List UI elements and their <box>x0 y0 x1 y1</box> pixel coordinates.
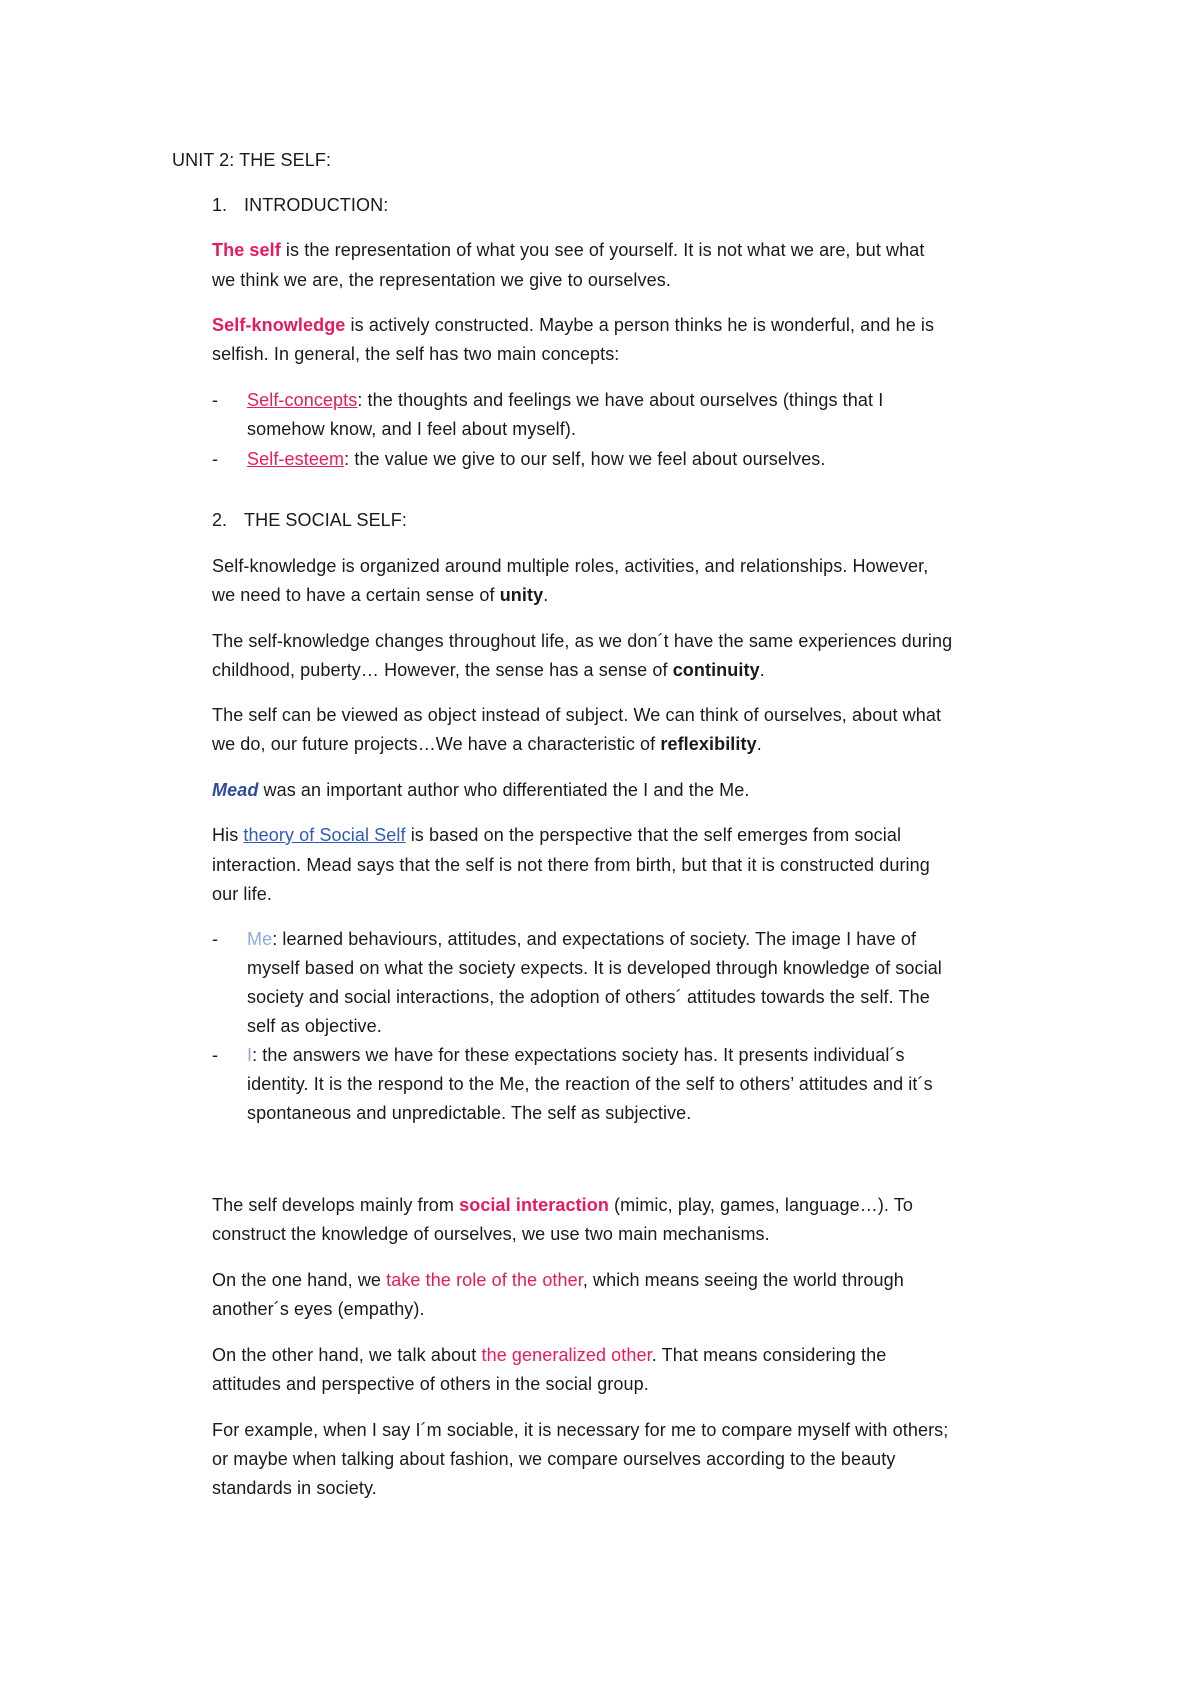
bullet-self-esteem-line-1 <box>247 448 826 470</box>
text-span: On the other hand, we talk about <box>212 1345 482 1365</box>
term-the-generalized-other: the generalized other <box>481 1345 652 1365</box>
social-paragraph-6-line-1 <box>212 1194 913 1216</box>
term-reflexibility: reflexibility <box>660 734 757 754</box>
social-paragraph-5-line-3: our life. <box>212 884 272 904</box>
text-span: : the answers we have for these expectations society has. It presents individual´s <box>252 1045 905 1065</box>
term-the-self: The self <box>212 240 281 260</box>
intro-paragraph-2-line-2: selfish. In general, the self has two main concepts: <box>212 344 620 364</box>
text-span: On the one hand, we <box>212 1270 387 1290</box>
section-1-heading: INTRODUCTION: <box>244 195 389 215</box>
social-paragraph-1-line-2 <box>212 584 548 606</box>
term-me: Me <box>247 929 273 949</box>
social-paragraph-5-line-1 <box>212 824 901 846</box>
intro-paragraph-1-line-1 <box>212 239 924 261</box>
text-span: , which means seeing the world through <box>582 1270 904 1290</box>
bullet-dash: - <box>212 449 218 469</box>
text-span: we do, our future projects…We have a characteristic of <box>212 734 661 754</box>
social-paragraph-8-line-1 <box>212 1344 886 1366</box>
text-span: is actively constructed. Maybe a person thinks he is wonderful, and he is <box>345 315 935 335</box>
text-span: . <box>759 660 765 680</box>
term-self-esteem: Self-esteem <box>247 449 345 469</box>
section-2-heading: THE SOCIAL SELF: <box>244 510 407 530</box>
social-paragraph-3-line-2 <box>212 733 762 755</box>
social-paragraph-7-line-1 <box>212 1269 904 1291</box>
social-paragraph-7-line-2: another´s eyes (empathy). <box>212 1299 425 1319</box>
text-span: we need to have a certain sense of <box>212 585 500 605</box>
social-paragraph-9-line-1: For example, when I say I´m sociable, it is necessary for me to compare myself with others; <box>212 1420 949 1440</box>
bullet-i-line-2: identity. It is the respond to the Me, the reaction of the self to others’ attitudes and it´s <box>247 1074 933 1094</box>
social-paragraph-5-line-2: interaction. Mead says that the self is not there from birth, but that it is constructed during <box>212 855 930 875</box>
text-span: childhood, puberty… However, the sense has a sense of <box>212 660 673 680</box>
term-self-concepts: Self-concepts <box>247 390 358 410</box>
document-title: UNIT 2: THE SELF: <box>172 150 332 170</box>
bullet-dash: - <box>212 929 218 949</box>
bullet-dash: - <box>212 390 218 410</box>
term-i: I <box>247 1045 253 1065</box>
bullet-self-concepts-line-1 <box>247 389 883 411</box>
social-paragraph-2-line-1: The self-knowledge changes throughout life, as we don´t have the same experiences during <box>212 631 953 651</box>
social-paragraph-1-line-1: Self-knowledge is organized around multiple roles, activities, and relationships. However, <box>212 556 929 576</box>
bullet-me-line-3: society and social interactions, the adoption of others´ attitudes towards the self. The <box>247 987 930 1007</box>
social-paragraph-9-line-2: or maybe when talking about fashion, we compare ourselves according to the beauty <box>212 1449 896 1469</box>
bullet-self-concepts-line-2: somehow know, and I feel about myself). <box>247 419 577 439</box>
intro-paragraph-1-line-2: we think we are, the representation we give to ourselves. <box>212 270 671 290</box>
author-mead: Mead <box>212 780 259 800</box>
social-paragraph-8-line-2: attitudes and perspective of others in the social group. <box>212 1374 649 1394</box>
text-span: : learned behaviours, attitudes, and expectations of society. The image I have of <box>272 929 917 949</box>
term-social-interaction: social interaction <box>459 1195 609 1215</box>
term-unity: unity <box>499 585 544 605</box>
social-paragraph-4 <box>212 779 749 801</box>
text-span: His <box>212 825 244 845</box>
text-span: : the value we give to our self, how we feel about ourselves. <box>344 449 826 469</box>
bullet-i-line-3: spontaneous and unpredictable. The self as subjective. <box>247 1103 692 1123</box>
text-span: (mimic, play, games, language…). To <box>608 1195 914 1215</box>
link-theory-of-social-self[interactable]: theory of Social Self <box>243 825 406 845</box>
section-2-number: 2. <box>212 510 228 530</box>
intro-paragraph-2-line-1 <box>212 314 934 336</box>
text-span: is based on the perspective that the self emerges from social <box>405 825 902 845</box>
term-continuity: continuity <box>672 660 760 680</box>
bullet-dash: - <box>212 1045 218 1065</box>
text-span: : the thoughts and feelings we have about ourselves (things that I <box>357 390 884 410</box>
social-paragraph-3-line-1: The self can be viewed as object instead of subject. We can think of ourselves, about what <box>212 705 942 725</box>
social-paragraph-6-line-2: construct the knowledge of ourselves, we use two main mechanisms. <box>212 1224 770 1244</box>
text-span: The self develops mainly from <box>212 1195 460 1215</box>
text-span: . <box>543 585 549 605</box>
bullet-i-line-1 <box>247 1044 905 1066</box>
bullet-me-line-2: myself based on what the society expects. It is developed through knowledge of social <box>247 958 942 978</box>
text-span: was an important author who differentiated the I and the Me. <box>258 780 750 800</box>
text-span: is the representation of what you see of yourself. It is not what we are, but what <box>280 240 925 260</box>
text-span: . <box>756 734 762 754</box>
text-span: . That means considering the <box>651 1345 887 1365</box>
term-self-knowledge: Self-knowledge <box>212 315 346 335</box>
bullet-me-line-1 <box>247 928 916 950</box>
social-paragraph-9-line-3: standards in society. <box>212 1478 377 1498</box>
term-take-the-role-of-the-other: take the role of the other <box>386 1270 583 1290</box>
section-1-number: 1. <box>212 195 228 215</box>
bullet-me-line-4: self as objective. <box>247 1016 382 1036</box>
social-paragraph-2-line-2 <box>212 659 765 681</box>
